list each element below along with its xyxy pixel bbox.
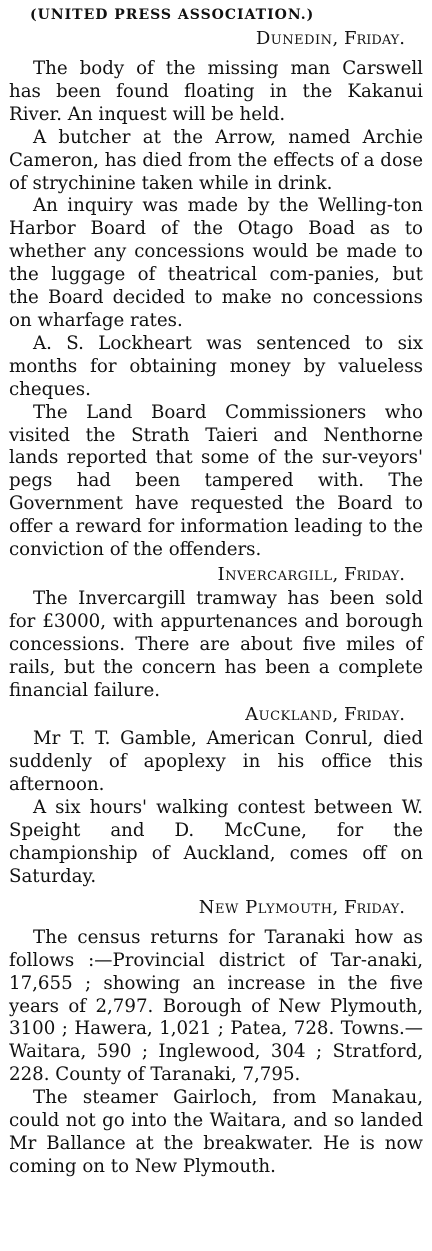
paragraph: A. S. Lockheart was sentenced to six months for obtaining money by valueless cheques. bbox=[9, 332, 423, 400]
dateline-place: Invercargill bbox=[217, 563, 333, 585]
dateline-day: , Friday. bbox=[332, 896, 405, 918]
paragraph: A butcher at the Arrow, named Archie Cameron, has died from the effects of a dose of strychinine taken while in drink. bbox=[9, 126, 423, 194]
paragraph: An inquiry was made by the Welling-ton Harbor Board of the Otago Boad as to whether any concessions would be made to the luggage of theatrical com-panies, but the Board decided to make no concessions on wharfage rates. bbox=[9, 195, 423, 331]
dateline-dunedin bbox=[9, 26, 423, 52]
paragraph: Mr T. T. Gamble, American Conrul, died suddenly of apoplexy in his office this afternoon. bbox=[9, 728, 423, 796]
dateline-place: Auckland bbox=[245, 704, 333, 726]
paragraph: A six hours' walking contest between W. Speight and D. McCune, for the championship of Auckland, comes off on Saturday. bbox=[9, 797, 423, 887]
dateline-day: , Friday. bbox=[332, 704, 405, 726]
paragraph: The body of the missing man Carswell has been found floating in the Kakanui River. An inquest will be held. bbox=[9, 58, 423, 125]
paragraph: The Invercargill tramway has been sold for £3000, with appurtenances and borough concessions. There are about five miles of rails, but the concern has been a complete financial failure. bbox=[9, 587, 423, 701]
paragraph: The steamer Gairloch, from Manakau, could not go into the Waitara, and so landed Mr Ballance at the breakwater. He is now coming on to New Plymouth. bbox=[9, 1087, 423, 1177]
agency-header: (UNITED PRESS ASSOCIATION.) bbox=[30, 7, 315, 23]
dateline-day: , Friday. bbox=[332, 563, 405, 585]
dateline-invercargill bbox=[9, 562, 423, 588]
dateline-place: New Plymouth bbox=[198, 896, 333, 918]
dateline-day: , Friday. bbox=[332, 28, 405, 49]
paragraph: The Land Board Commissioners who visited the Strath Taieri and Nenthorne lands reported that some of the sur-veyors' pegs had been tampered with. The Government have requested the Board to offer a reward for information leading to the conviction of the offenders. bbox=[9, 401, 423, 561]
dateline-place: Dunedin bbox=[255, 28, 333, 49]
dateline-auckland bbox=[9, 702, 423, 728]
paragraph: The census returns for Taranaki how as follows :—Provincial district of Tar-anaki, 17,655 ; showing an increase in the five years of 2,797. Borough of New Plymouth, 3100 ; Hawera, 1,021 ; Patea, 728. Towns.—Waitara, 590 ; Inglewood, 304 ; Stratford, 228. County of Taranaki, 7,795. bbox=[9, 926, 423, 1086]
dateline-new-plymouth bbox=[9, 895, 423, 921]
